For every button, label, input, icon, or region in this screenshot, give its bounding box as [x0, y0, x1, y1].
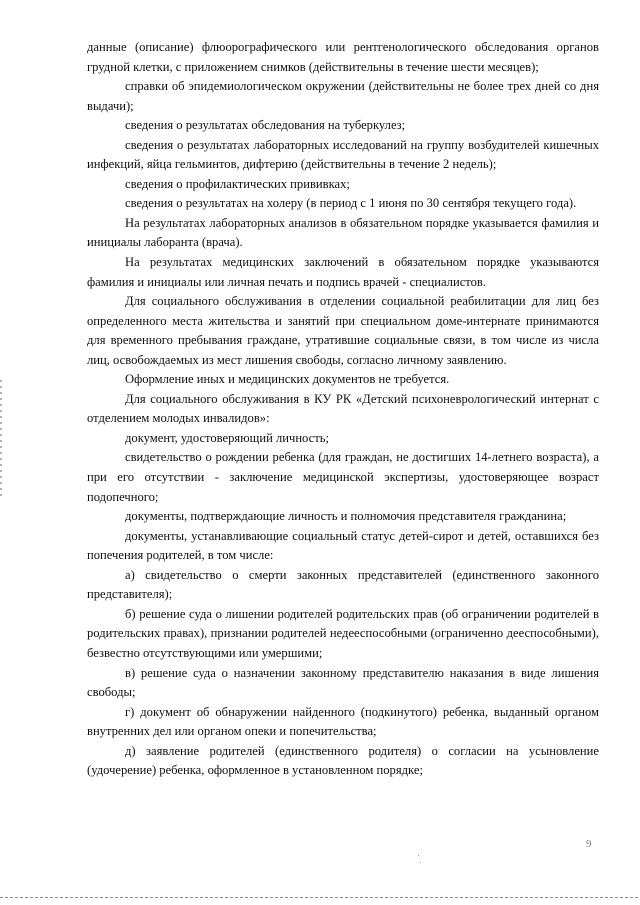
- paragraph: документы, устанавливающие социальный статус детей-сирот и детей, оставшихся без попечения родителей, в том числе:: [87, 528, 599, 563]
- paragraph: в) решение суда о назначении законному представителю наказания в виде лишения свободы;: [87, 665, 599, 700]
- document-body: [87, 38, 599, 781]
- paragraph: Для социального обслуживания в отделении социальной реабилитации для лиц без определенного места жительства и занятий при специальном доме-интернате принимаются для временного пребывания граждане, утратившие социальные связи, в том числе из числа лиц, освобождаемых из мест лишения свободы, согласно личному заявлению.: [87, 294, 599, 367]
- scan-bottom-border: [0, 897, 640, 898]
- scan-speck: [420, 862, 421, 863]
- scan-speck: [418, 855, 419, 856]
- page-number: 9: [586, 838, 592, 850]
- paragraph: Для социального обслуживания в КУ РК «Детский психоневрологический интернат с отделением молодых инвалидов»:: [87, 391, 599, 426]
- paragraph: сведения о результатах лабораторных исследований на группу возбудителей кишечных инфекций, яйца гельминтов, дифтерию (действительны в течение 2 недель);: [87, 137, 599, 172]
- paragraph: сведения о профилактических прививках;: [125, 176, 350, 191]
- paragraph: Оформление иных и медицинских документов не требуется.: [125, 372, 450, 387]
- paragraph: свидетельство о рождении ребенка (для граждан, не достигших 14-летнего возраста), а при его отсутствии - заключение медицинской экспертизы, удостоверяющее возраст подопечного;: [87, 450, 599, 504]
- paragraph: а) свидетельство о смерти законных представителей (единственного законного представителя);: [87, 567, 599, 602]
- paragraph: документы, подтверждающие личность и полномочия представителя гражданина;: [125, 509, 567, 524]
- paragraph: На результатах лабораторных анализов в обязательном порядке указывается фамилия и инициалы лаборанта (врача).: [87, 215, 599, 250]
- paragraph: г) документ об обнаружении найденного (подкинутого) ребенка, выданный органом внутренних дел или органом опеки и попечительства;: [87, 704, 599, 739]
- paragraph: сведения о результатах обследования на туберкулез;: [125, 118, 406, 133]
- paragraph: д) заявление родителей (единственного родителя) о согласии на усыновление (удочерение) ребенка, оформленное в установленном порядке;: [87, 743, 599, 778]
- paragraph: На результатах медицинских заключений в обязательном порядке указываются фамилия и инициалы или личная печать и подпись врачей - специалистов.: [87, 255, 599, 289]
- paragraph: сведения о результатах на холеру (в период с 1 июня по 30 сентября текущего года).: [125, 196, 577, 211]
- paragraph: документ, удостоверяющий личность;: [125, 430, 330, 445]
- scan-left-edge-mark: [0, 380, 2, 500]
- paragraph: справки об эпидемиологическом окружении (действительны не более трех дней со дня выдачи);: [87, 79, 599, 113]
- paragraph: данные (описание) флюорографического или рентгенологического обследования органов грудной клетки, с приложением снимков (действительны в течение шести месяцев);: [87, 40, 599, 74]
- paragraph: б) решение суда о лишении родителей родительских прав (об ограничении родителей в родительских правах), признании родителей недееспособными (ограниченно дееспособными), безвестно отсутствующими или умершими;: [87, 606, 599, 660]
